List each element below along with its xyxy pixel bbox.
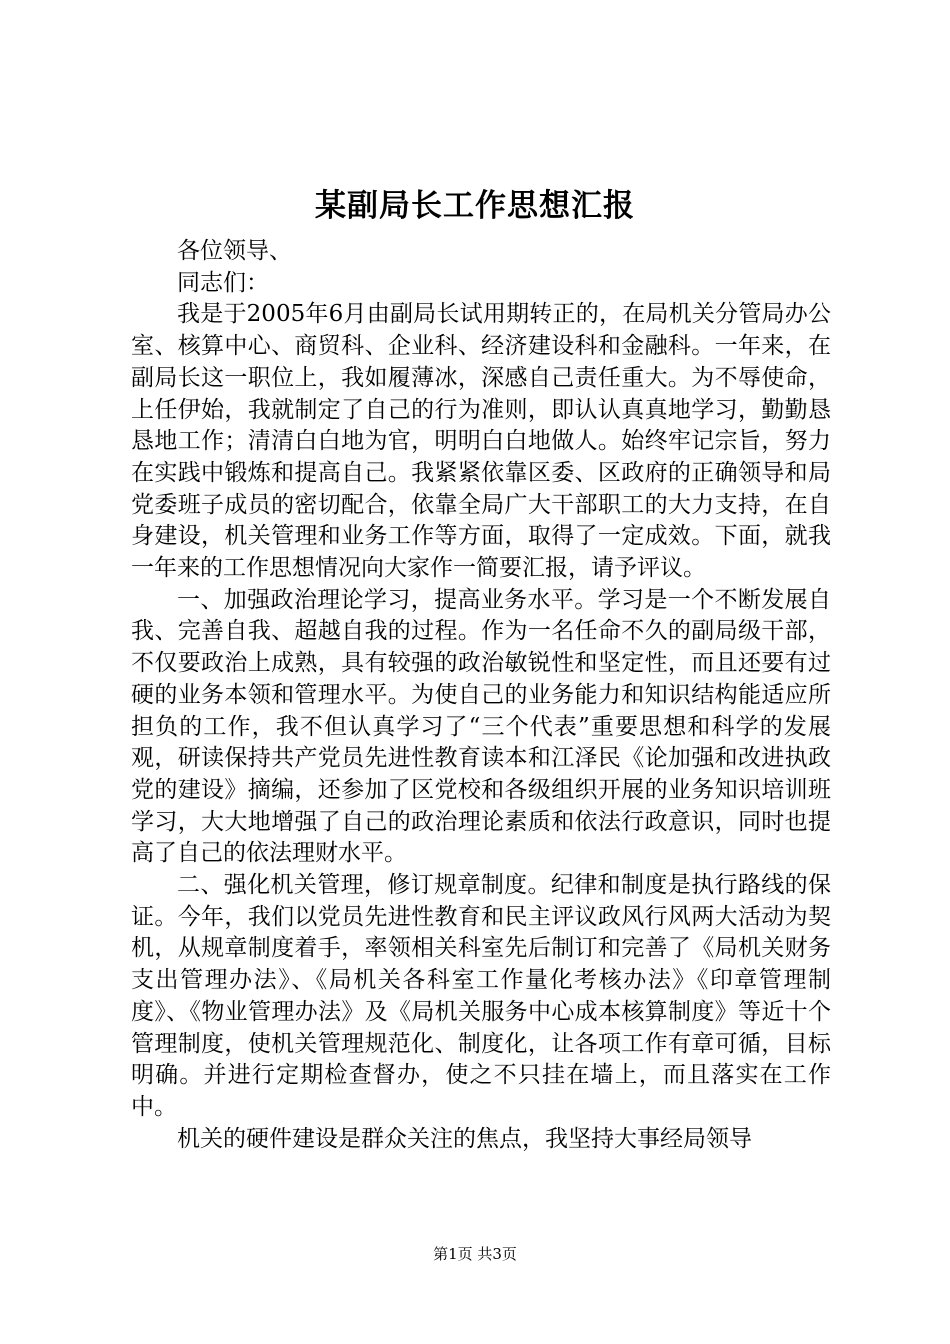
document-body [131, 236, 831, 1155]
salutation-line-1: 各位领导、 [177, 238, 292, 264]
paragraph-intro: 我是于2005年6月由副局长试用期转正的，在局机关分管局办公室、核算中心、商贸科、企业科、经济建设科和金融科。一年来，在副局长这一职位上，我如履薄冰，深感自己责任重大。为不辱使命，上任伊始，我就制定了自己的行为准则，即认认真真地学习，勤勤恳恳地工作；清清白白地为官，明明白白地做人。始终牢记宗旨，努力在实践中锻炼和提高自己。我紧紧依靠区委、区政府的正确领导和局党委班子成员的密切配合，依靠全局广大干部职工的大力支持，在自身建设，机关管理和业务工作等方面，取得了一定成效。下面，就我一年来的工作思想情况向大家作一简要汇报，请予评议。 [131, 301, 831, 582]
page-footer: 第1页 共3页 [433, 1245, 517, 1263]
paragraph-section-1: 一、加强政治理论学习，提高业务水平。学习是一个不断发展自我、完善自我、超越自我的过程。作为一名任命不久的副局级干部，不仅要政治上成熟，具有较强的政治敏锐性和坚定性，而且还要有过硬的业务本领和管理水平。为使自己的业务能力和知识结构能适应所担负的工作，我不但认真学习了“三个代表”重要思想和科学的发展观，研读保持共产党员先进性教育读本和江泽民《论加强和改进执政党的建设》摘编，还参加了区党校和各级组织开展的业务知识培训班学习，大大地增强了自己的政治理论素质和依法行政意识，同时也提高了自己的依法理财水平。 [131, 586, 831, 867]
salutation-line-2: 同志们： [177, 269, 269, 296]
document-title: 某副局长工作思想汇报 [315, 188, 635, 224]
paragraph-section-2: 二、强化机关管理，修订规章制度。纪律和制度是执行路线的保证。今年，我们以党员先进性教育和民主评议政风行风两大活动为契机，从规章制度着手，率领相关科室先后制订和完善了《局机关财务支出管理办法》、《局机关各科室工作量化考核办法》《印章管理制度》、《物业管理办法》及《局机关服务中心成本核算制度》等近十个管理制度，使机关管理规范化、制度化，让各项工作有章可循，目标明确。并进行定期检查督办，使之不只挂在墙上，而且落实在工作中。 [131, 872, 831, 1120]
paragraph-hardware: 机关的硬件建设是群众关注的焦点，我坚持大事经局领导 [177, 1125, 752, 1152]
